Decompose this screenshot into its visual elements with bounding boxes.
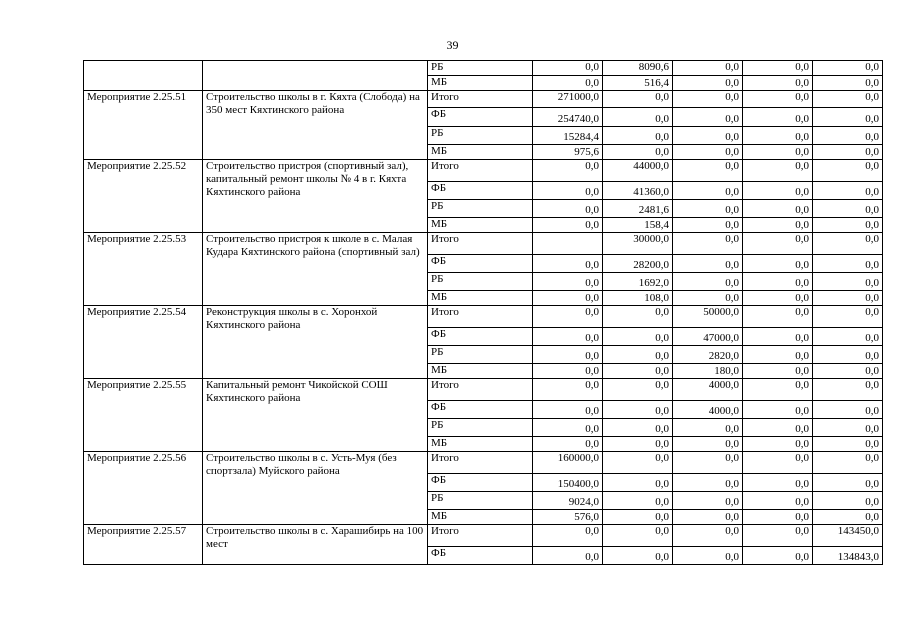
funding-source-cell: ФБ — [428, 474, 533, 492]
amount-cell: 0,0 — [743, 291, 813, 306]
funding-source-cell: ФБ — [428, 328, 533, 346]
amount-cell: 0,0 — [533, 328, 603, 346]
amount-cell: 0,0 — [673, 160, 743, 182]
funding-source-cell: Итого — [428, 306, 533, 328]
amount-cell: 0,0 — [813, 510, 883, 525]
amount-cell: 0,0 — [743, 346, 813, 364]
event-description-cell: Строительство пристроя (спортивный зал), капитальный ремонт школы № 4 в г. Кяхта Кяхтинского района — [203, 160, 428, 233]
funding-source-cell: ФБ — [428, 108, 533, 127]
amount-cell: 0,0 — [743, 452, 813, 474]
page-number: 39 — [446, 38, 459, 52]
funding-source-cell: Итого — [428, 452, 533, 474]
amount-cell: 0,0 — [743, 306, 813, 328]
event-description-cell: Реконструкция школы в с. Хоронхой Кяхтинского района — [203, 306, 428, 379]
funding-source-cell: Итого — [428, 233, 533, 255]
funding-source-cell: ФБ — [428, 547, 533, 565]
amount-cell: 0,0 — [743, 547, 813, 565]
amount-cell: 0,0 — [603, 547, 673, 565]
amount-cell: 0,0 — [533, 306, 603, 328]
amount-cell: 0,0 — [603, 91, 673, 108]
table-row — [84, 91, 883, 108]
event-id-cell: Мероприятие 2.25.52 — [84, 160, 203, 233]
funding-source-cell: РБ — [428, 61, 533, 76]
amount-cell: 0,0 — [533, 160, 603, 182]
amount-cell: 0,0 — [813, 291, 883, 306]
event-description-cell — [203, 61, 428, 91]
amount-cell: 0,0 — [673, 108, 743, 127]
amount-cell: 0,0 — [673, 525, 743, 547]
funding-source-cell: МБ — [428, 76, 533, 91]
amount-cell: 0,0 — [673, 200, 743, 218]
amount-cell: 0,0 — [533, 182, 603, 200]
amount-cell: 0,0 — [813, 145, 883, 160]
funding-source-cell: МБ — [428, 510, 533, 525]
amount-cell: 30000,0 — [603, 233, 673, 255]
amount-cell: 0,0 — [813, 364, 883, 379]
amount-cell: 0,0 — [673, 474, 743, 492]
event-description-cell: Строительство школы в с. Харашибирь на 100 мест — [203, 525, 428, 565]
amount-cell: 0,0 — [603, 401, 673, 419]
amount-cell: 0,0 — [603, 419, 673, 437]
amount-cell: 0,0 — [743, 328, 813, 346]
budget-table — [83, 60, 883, 565]
amount-cell: 0,0 — [813, 255, 883, 273]
amount-cell: 0,0 — [533, 364, 603, 379]
funding-source-cell: Итого — [428, 160, 533, 182]
event-description-cell: Строительство школы в с. Усть-Муя (без спортзала) Муйского района — [203, 452, 428, 525]
amount-cell: 0,0 — [743, 76, 813, 91]
amount-cell: 47000,0 — [673, 328, 743, 346]
funding-source-cell: РБ — [428, 492, 533, 510]
amount-cell: 1692,0 — [603, 273, 673, 291]
funding-source-cell: МБ — [428, 437, 533, 452]
amount-cell: 0,0 — [603, 127, 673, 145]
amount-cell: 0,0 — [743, 108, 813, 127]
amount-cell: 0,0 — [533, 76, 603, 91]
amount-cell: 0,0 — [813, 91, 883, 108]
amount-cell: 0,0 — [813, 76, 883, 91]
amount-cell: 0,0 — [813, 346, 883, 364]
amount-cell: 160000,0 — [533, 452, 603, 474]
table-row — [84, 160, 883, 182]
amount-cell: 0,0 — [813, 61, 883, 76]
funding-source-cell: ФБ — [428, 401, 533, 419]
amount-cell: 0,0 — [603, 108, 673, 127]
amount-cell: 150400,0 — [533, 474, 603, 492]
table-row — [84, 452, 883, 474]
amount-cell: 0,0 — [673, 76, 743, 91]
amount-cell: 0,0 — [603, 525, 673, 547]
amount-cell: 0,0 — [743, 510, 813, 525]
amount-cell: 254740,0 — [533, 108, 603, 127]
amount-cell: 4000,0 — [673, 401, 743, 419]
amount-cell: 0,0 — [813, 273, 883, 291]
amount-cell: 0,0 — [743, 474, 813, 492]
amount-cell: 0,0 — [673, 291, 743, 306]
amount-cell: 50000,0 — [673, 306, 743, 328]
budget-table-body — [84, 61, 883, 565]
amount-cell: 0,0 — [673, 419, 743, 437]
amount-cell: 8090,6 — [603, 61, 673, 76]
amount-cell: 0,0 — [533, 346, 603, 364]
amount-cell: 0,0 — [603, 510, 673, 525]
amount-cell: 0,0 — [533, 273, 603, 291]
amount-cell: 0,0 — [673, 91, 743, 108]
amount-cell: 0,0 — [813, 492, 883, 510]
amount-cell: 143450,0 — [813, 525, 883, 547]
amount-cell: 0,0 — [603, 346, 673, 364]
amount-cell: 0,0 — [673, 218, 743, 233]
funding-source-cell: РБ — [428, 127, 533, 145]
amount-cell: 2820,0 — [673, 346, 743, 364]
funding-source-cell: МБ — [428, 291, 533, 306]
funding-source-cell: РБ — [428, 273, 533, 291]
amount-cell: 180,0 — [673, 364, 743, 379]
funding-source-cell: Итого — [428, 525, 533, 547]
funding-source-cell: МБ — [428, 145, 533, 160]
amount-cell: 576,0 — [533, 510, 603, 525]
amount-cell: 0,0 — [743, 61, 813, 76]
amount-cell: 0,0 — [533, 291, 603, 306]
amount-cell: 0,0 — [603, 306, 673, 328]
amount-cell: 0,0 — [673, 182, 743, 200]
event-id-cell: Мероприятие 2.25.57 — [84, 525, 203, 565]
amount-cell: 44000,0 — [603, 160, 673, 182]
amount-cell: 0,0 — [673, 492, 743, 510]
amount-cell: 41360,0 — [603, 182, 673, 200]
event-id-cell: Мероприятие 2.25.51 — [84, 91, 203, 160]
amount-cell: 0,0 — [813, 437, 883, 452]
amount-cell: 0,0 — [743, 160, 813, 182]
amount-cell: 0,0 — [743, 127, 813, 145]
amount-cell: 0,0 — [813, 233, 883, 255]
amount-cell: 0,0 — [673, 255, 743, 273]
amount-cell: 28200,0 — [603, 255, 673, 273]
amount-cell: 0,0 — [743, 233, 813, 255]
amount-cell: 0,0 — [813, 401, 883, 419]
amount-cell: 0,0 — [743, 218, 813, 233]
amount-cell: 0,0 — [603, 437, 673, 452]
funding-source-cell: ФБ — [428, 182, 533, 200]
amount-cell: 0,0 — [743, 255, 813, 273]
amount-cell: 0,0 — [813, 474, 883, 492]
event-id-cell — [84, 61, 203, 91]
amount-cell: 0,0 — [603, 474, 673, 492]
amount-cell: 0,0 — [533, 218, 603, 233]
amount-cell: 975,6 — [533, 145, 603, 160]
amount-cell: 0,0 — [533, 547, 603, 565]
amount-cell: 0,0 — [673, 547, 743, 565]
table-row — [84, 379, 883, 401]
amount-cell: 0,0 — [533, 401, 603, 419]
amount-cell: 0,0 — [673, 510, 743, 525]
amount-cell: 0,0 — [673, 452, 743, 474]
event-description-cell: Капитальный ремонт Чикойской СОШ Кяхтинского района — [203, 379, 428, 452]
amount-cell: 0,0 — [673, 127, 743, 145]
amount-cell: 0,0 — [813, 419, 883, 437]
funding-source-cell: Итого — [428, 379, 533, 401]
event-description-cell: Строительство школы в г. Кяхта (Слобода) на 350 мест Кяхтинского района — [203, 91, 428, 160]
amount-cell: 0,0 — [743, 492, 813, 510]
amount-cell: 0,0 — [813, 182, 883, 200]
amount-cell: 0,0 — [743, 379, 813, 401]
amount-cell: 0,0 — [603, 145, 673, 160]
event-id-cell: Мероприятие 2.25.53 — [84, 233, 203, 306]
amount-cell: 0,0 — [673, 233, 743, 255]
amount-cell: 0,0 — [533, 379, 603, 401]
table-row — [84, 233, 883, 255]
amount-cell: 0,0 — [813, 218, 883, 233]
amount-cell: 0,0 — [743, 364, 813, 379]
amount-cell: 0,0 — [533, 437, 603, 452]
amount-cell: 0,0 — [743, 182, 813, 200]
amount-cell: 0,0 — [533, 525, 603, 547]
amount-cell: 0,0 — [673, 273, 743, 291]
amount-cell: 0,0 — [603, 452, 673, 474]
funding-source-cell: МБ — [428, 218, 533, 233]
amount-cell: 0,0 — [743, 401, 813, 419]
event-id-cell: Мероприятие 2.25.54 — [84, 306, 203, 379]
amount-cell — [533, 233, 603, 255]
amount-cell: 0,0 — [743, 525, 813, 547]
amount-cell: 0,0 — [673, 61, 743, 76]
funding-source-cell: РБ — [428, 419, 533, 437]
amount-cell: 0,0 — [743, 437, 813, 452]
amount-cell: 0,0 — [603, 364, 673, 379]
amount-cell: 0,0 — [813, 452, 883, 474]
amount-cell: 271000,0 — [533, 91, 603, 108]
table-row — [84, 525, 883, 547]
amount-cell: 108,0 — [603, 291, 673, 306]
table-row — [84, 61, 883, 76]
amount-cell: 0,0 — [813, 306, 883, 328]
table-row — [84, 306, 883, 328]
amount-cell: 0,0 — [533, 255, 603, 273]
amount-cell: 4000,0 — [673, 379, 743, 401]
amount-cell: 2481,6 — [603, 200, 673, 218]
amount-cell: 0,0 — [743, 200, 813, 218]
amount-cell: 0,0 — [603, 379, 673, 401]
amount-cell: 0,0 — [533, 419, 603, 437]
amount-cell: 0,0 — [673, 145, 743, 160]
amount-cell: 158,4 — [603, 218, 673, 233]
event-id-cell: Мероприятие 2.25.56 — [84, 452, 203, 525]
event-description-cell: Строительство пристроя к школе в с. Малая Кудара Кяхтинского района (спортивный зал) — [203, 233, 428, 306]
amount-cell: 0,0 — [813, 127, 883, 145]
amount-cell: 0,0 — [813, 200, 883, 218]
amount-cell: 134843,0 — [813, 547, 883, 565]
amount-cell: 0,0 — [603, 328, 673, 346]
amount-cell: 516,4 — [603, 76, 673, 91]
funding-source-cell: МБ — [428, 364, 533, 379]
amount-cell: 15284,4 — [533, 127, 603, 145]
amount-cell: 0,0 — [743, 91, 813, 108]
amount-cell: 9024,0 — [533, 492, 603, 510]
amount-cell: 0,0 — [743, 419, 813, 437]
amount-cell: 0,0 — [603, 492, 673, 510]
amount-cell: 0,0 — [743, 145, 813, 160]
amount-cell: 0,0 — [533, 61, 603, 76]
amount-cell: 0,0 — [813, 160, 883, 182]
funding-source-cell: Итого — [428, 91, 533, 108]
amount-cell: 0,0 — [743, 273, 813, 291]
amount-cell: 0,0 — [673, 437, 743, 452]
funding-source-cell: ФБ — [428, 255, 533, 273]
amount-cell: 0,0 — [813, 328, 883, 346]
funding-source-cell: РБ — [428, 200, 533, 218]
amount-cell: 0,0 — [533, 200, 603, 218]
amount-cell: 0,0 — [813, 379, 883, 401]
amount-cell: 0,0 — [813, 108, 883, 127]
event-id-cell: Мероприятие 2.25.55 — [84, 379, 203, 452]
funding-source-cell: РБ — [428, 346, 533, 364]
